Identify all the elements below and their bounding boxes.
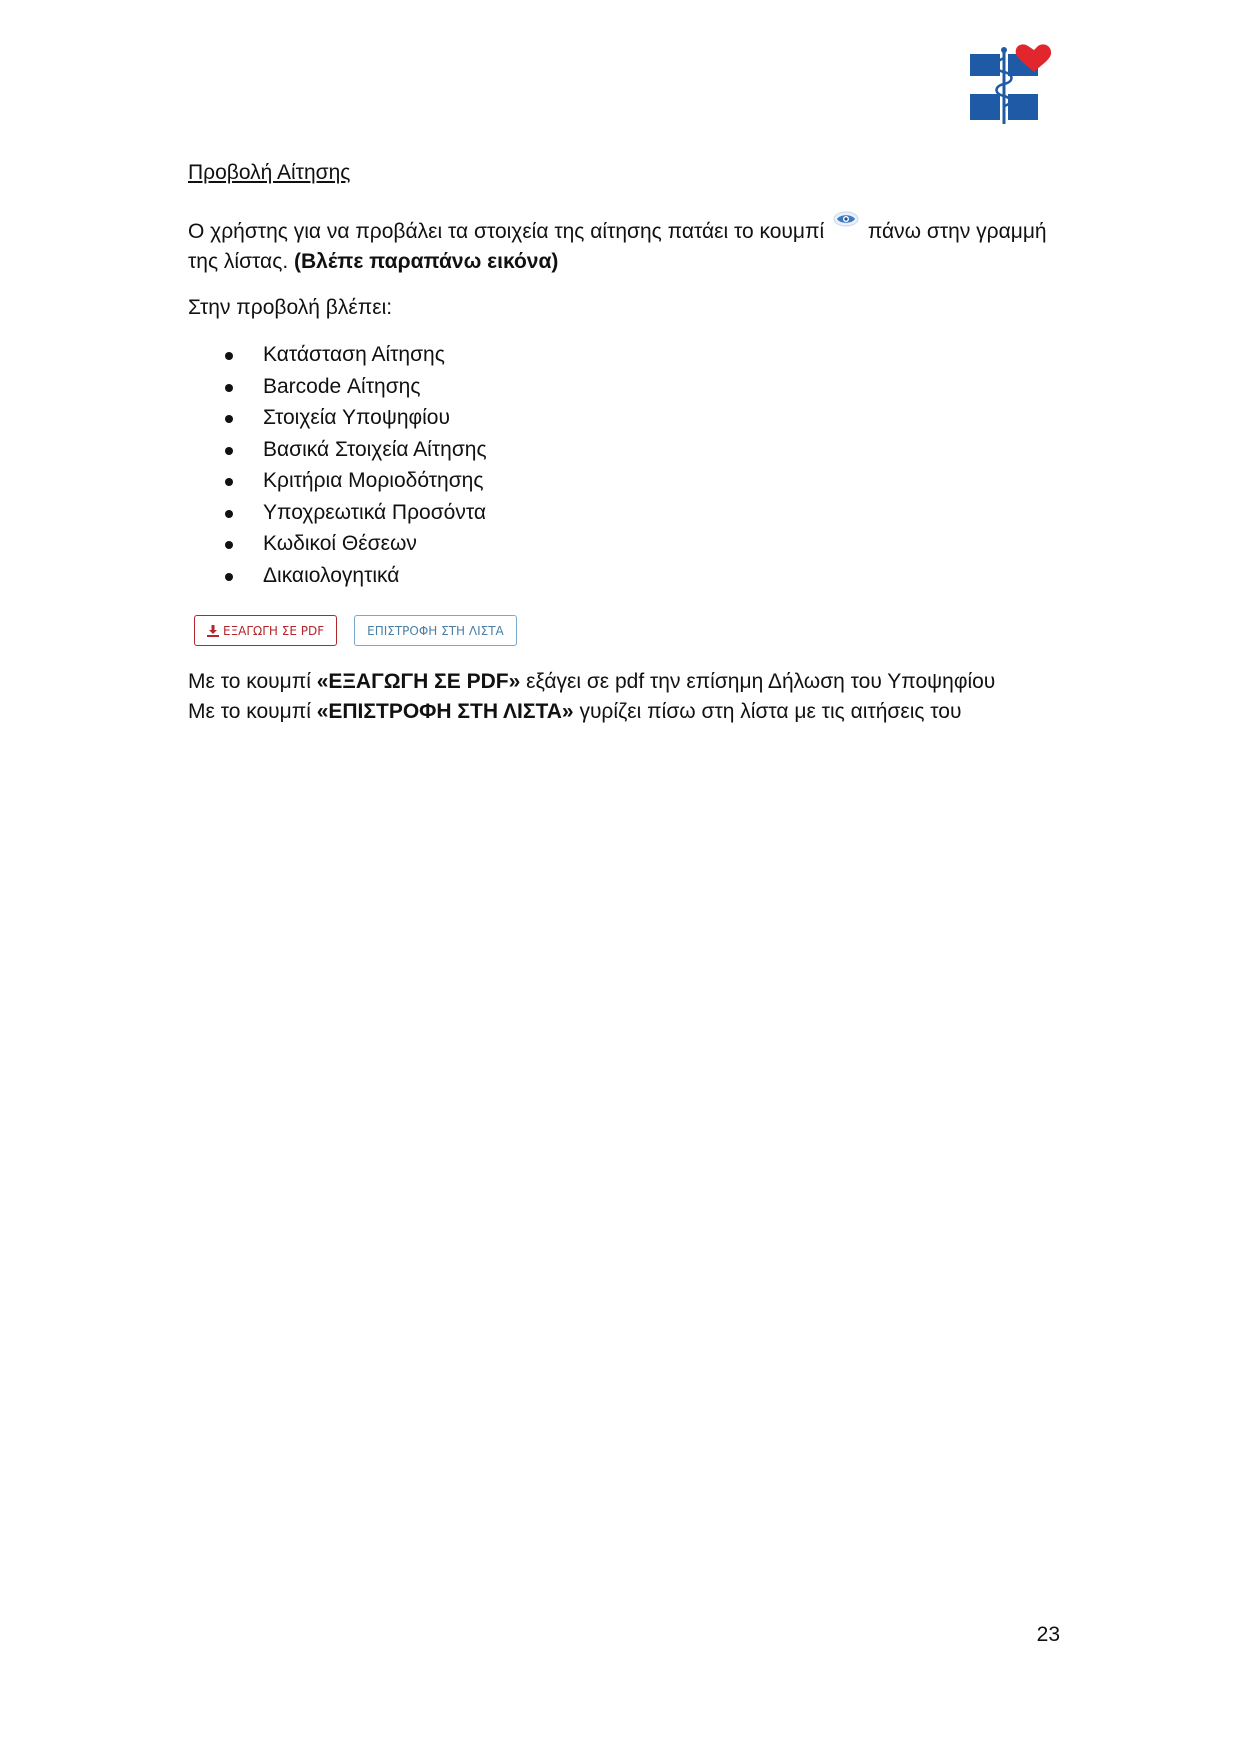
list-item: Κωδικοί Θέσεων [225, 528, 1058, 560]
back-note-suffix: γυρίζει πίσω στη λίστα με τις αιτήσεις του [573, 700, 962, 723]
export-note-bold: «ΕΞΑΓΩΓΗ ΣΕ PDF» [316, 670, 521, 693]
intro-text-2: πάνω στην γραμμή της λίστας. [188, 220, 1047, 273]
intro-text-1: Ο χρήστης για να προβάλει τα στοιχεία της αίτησης πατάει το κουμπί [188, 220, 825, 243]
list-item: Στοιχεία Υποψηφίου [225, 402, 1058, 434]
intro-paragraph [188, 210, 1058, 277]
section-title: Προβολή Αίτησης [188, 161, 351, 184]
list-item: Κριτήρια Μοριοδότησης [225, 465, 1058, 497]
export-note-prefix: Με το κουμπί [188, 670, 317, 693]
back-to-list-button[interactable] [354, 615, 517, 646]
download-icon [207, 625, 219, 637]
export-note-suffix: εξάγει σε pdf την επίσημη Δήλωση του Υποψηφίου [520, 670, 996, 693]
list-item: Βασικά Στοιχεία Αίτησης [225, 434, 1058, 466]
view-label: Στην προβολή βλέπει: [188, 296, 393, 319]
button-screenshot [194, 615, 1058, 648]
intro-bold-note: (Βλέπε παραπάνω εικόνα) [293, 250, 559, 273]
export-note [188, 667, 1058, 697]
eye-icon [832, 210, 860, 232]
export-pdf-label: ΕΞΑΓΩΓΗ ΣΕ PDF [223, 623, 325, 638]
view-items-list [188, 339, 1058, 591]
export-pdf-button[interactable] [194, 615, 337, 646]
back-to-list-label: ΕΠΙΣΤΡΟΦΗ ΣΤΗ ΛΙΣΤΑ [367, 623, 504, 638]
ministry-health-logo [970, 44, 1052, 128]
back-note-prefix: Με το κουμπί [188, 700, 317, 723]
back-note-bold: «ΕΠΙΣΤΡΟΦΗ ΣΤΗ ΛΙΣΤΑ» [316, 700, 574, 723]
list-item: Υποχρεωτικά Προσόντα [225, 497, 1058, 529]
list-item: Barcode Αίτησης [225, 371, 1058, 403]
back-note [188, 697, 1058, 727]
page-number: 23 [1036, 1623, 1060, 1646]
list-item: Κατάσταση Αίτησης [225, 339, 1058, 371]
document-content [188, 158, 1058, 727]
list-item: Δικαιολογητικά [225, 560, 1058, 592]
